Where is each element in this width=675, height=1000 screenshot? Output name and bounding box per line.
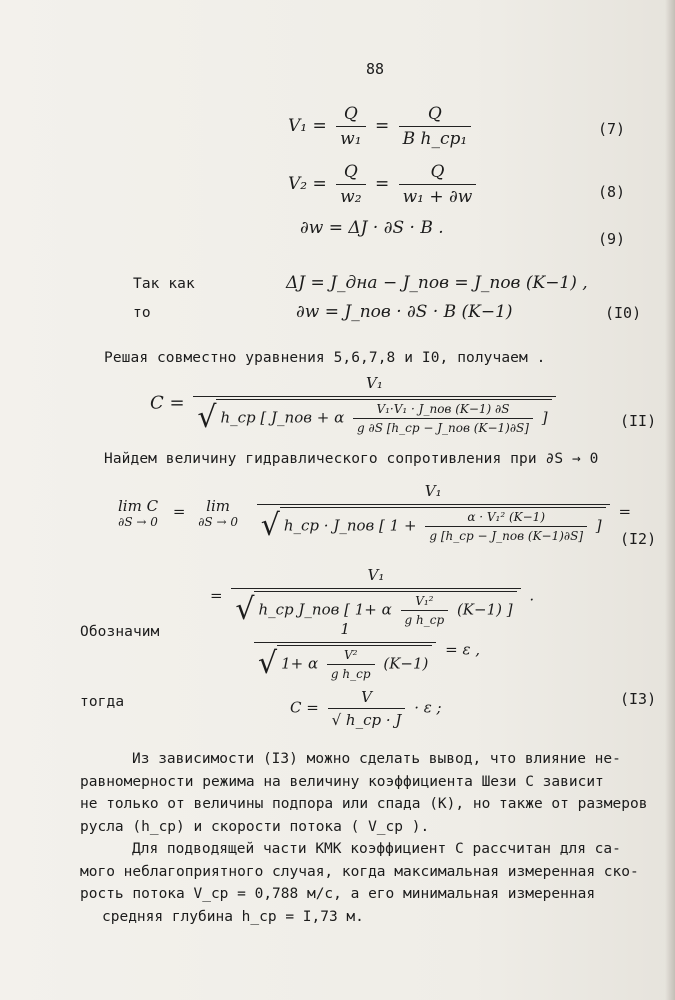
equation-12b: = V₁ √ h_cp J_пов [ 1+ α $\frac{\text{V₁²}}{\text{g h\_cp}}$ (K−1) ] . [210, 566, 535, 627]
page-edge-shadow [665, 0, 675, 1000]
paragraph-line: не только от величины подпора или спада (К), но также от размеров [80, 796, 648, 812]
label-oboznachim: Обозначим [80, 624, 160, 640]
paragraph-calculation [80, 838, 640, 928]
equation-13b: C = $\frac{V}{√ h\_cp \cdot J}$ · ε ; [290, 688, 442, 729]
equation-number-12: (I2) [620, 530, 657, 548]
equation-10b: ∂w = J_пов · ∂S · B (K−1) [296, 302, 513, 322]
equation-9: ∂w = ΔJ · ∂S · B . [300, 218, 444, 238]
paragraph-conclusion [80, 748, 648, 838]
label-tak-kak: Так как [133, 276, 195, 292]
paragraph-line: равномерности режима на величину коэффициента Шези C зависит [80, 773, 604, 790]
equation-11: C = V₁ √ h_cp [ J_пов + α $\frac{\text{V₁·V₁ · J\_пов (K−1) ∂S}}{\text{g ∂S [h\_cp − J\_пов (K−1)∂S]}}$ ] [150, 374, 560, 435]
paragraph-line: Для подводящей части КМК коэффициент C рассчитан для са- [132, 841, 621, 857]
equation-8: V₂ = $\frac{Q}{\text{w₂}}$ = $\frac{Q}{\text{w₁ + ∂w}}$ [288, 162, 480, 207]
equation-7: V₁ = $\frac{Q}{\text{w₁}}$ = $\frac{Q}{\text{B h\_cp₁}}$ [288, 104, 475, 149]
page-number: 88 [366, 60, 385, 78]
equation-number-13: (I3) [620, 690, 657, 708]
equation-number-8: (8) [598, 183, 626, 201]
equation-10a: ΔJ = J_дна − J_пов = J_пов (K−1) , [286, 273, 588, 293]
equation-number-7: (7) [598, 120, 626, 138]
equation-number-11: (II) [620, 412, 657, 430]
paragraph-line: Из зависимости (I3) можно сделать вывод, что влияние не- [132, 751, 621, 767]
paragraph-line: рость потока V_cp = 0,788 м/с, а его минимальная измеренная [80, 886, 596, 902]
equation-number-10: (I0) [605, 304, 642, 322]
paragraph-line: средняя глубина h_cp = I,73 м. [102, 908, 364, 925]
text-find-line: Найдем величину гидравлического сопротивления при ∂S → 0 [104, 451, 599, 467]
equation-13a: 1 √ 1+ α $\frac{\text{V²}}{\text{g h\_cp}}$ (K−1) = ε , [250, 620, 480, 681]
label-togda: тогда [80, 694, 125, 710]
equation-12: lim C ∂S → 0 = lim ∂S → 0 V₁ √ h_cp · J_пов [ 1 + $\frac{\text{α · V₁² (K−1)}}{\text{g [h\_cp − J\_пов (K−1)∂S]}}$ ] = [118, 482, 632, 543]
label-to: то [133, 305, 151, 321]
text-solve-line: Решая совместно уравнения 5,6,7,8 и I0, получаем . [104, 350, 546, 366]
paragraph-line: мого неблагоприятного случая, когда максимальная измеренная ско- [80, 863, 639, 880]
paragraph-line: русла (h_cp) и скорости потока ( V_cp ). [80, 818, 430, 835]
equation-number-9: (9) [598, 230, 626, 248]
